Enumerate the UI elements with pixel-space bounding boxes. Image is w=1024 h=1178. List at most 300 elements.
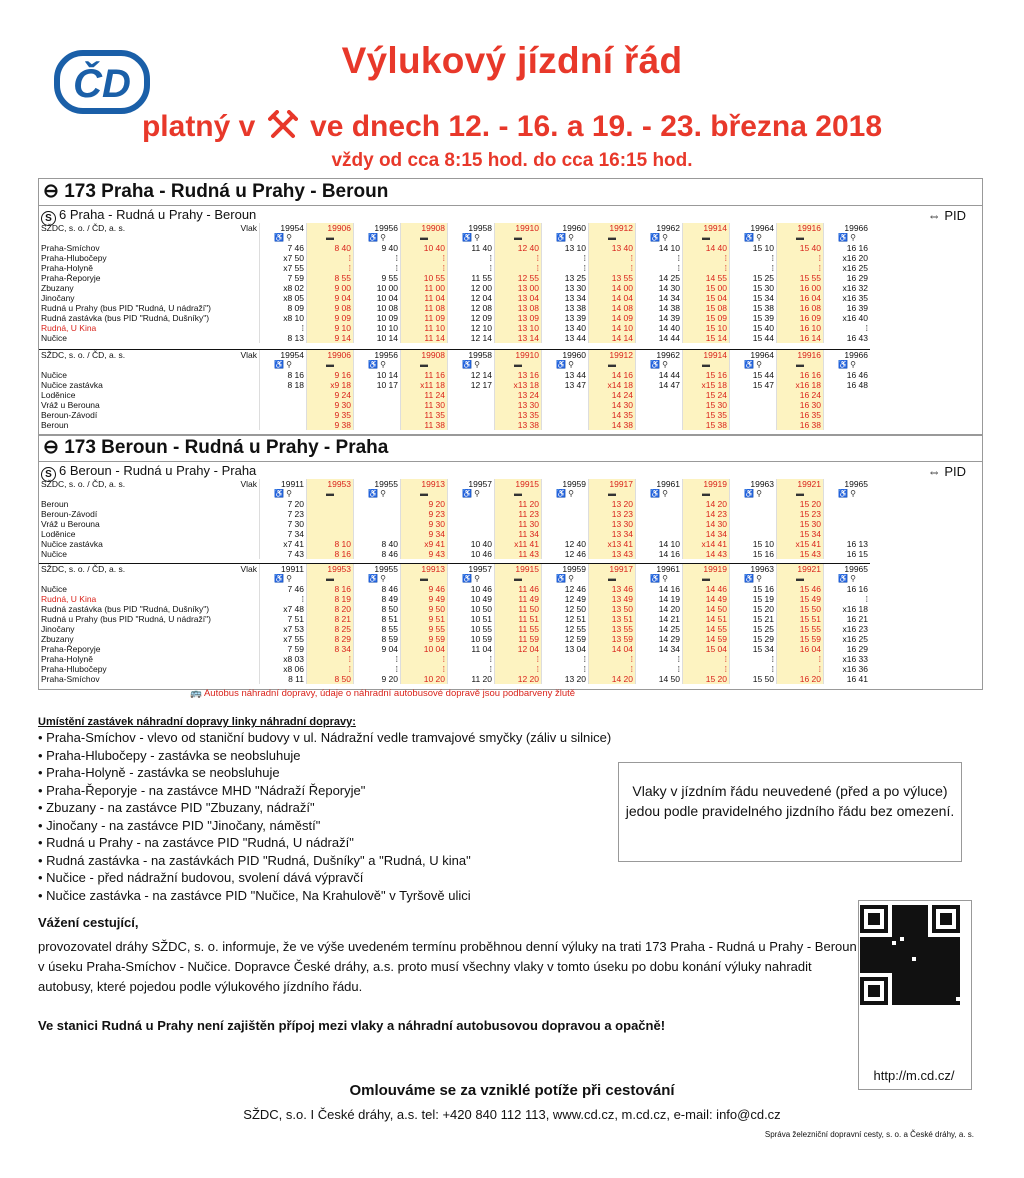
operator-label: SŽDC, s. o. / ČD, a. s.: [41, 223, 126, 233]
stop-item: • Praha-Řeporyje - na zastávce MHD "Nádraží Řeporyje": [38, 782, 611, 800]
time-cell: 13 46: [589, 584, 636, 594]
time-cell: [824, 420, 871, 430]
time-cell: 15 38: [683, 420, 730, 430]
time-cell: 16 15: [824, 549, 871, 559]
time-cell: x8 02: [260, 283, 307, 293]
bus-icon: ▬: [683, 489, 730, 499]
time-cell: 8 50: [307, 674, 354, 684]
time-cell: 14 04: [589, 293, 636, 303]
time-cell: 7 20: [260, 499, 307, 509]
time-cell: 13 00: [495, 283, 542, 293]
time-cell: 12 51: [542, 614, 589, 624]
time-cell: 13 10: [495, 323, 542, 333]
train-number: 19911: [260, 479, 307, 489]
time-cell: 13 39: [542, 313, 589, 323]
time-cell: [730, 529, 777, 539]
time-cell: 12 46: [542, 584, 589, 594]
time-cell: [636, 400, 683, 410]
time-cell: 10 40: [401, 243, 448, 253]
wheelchair-bike-icon: ♿ ⚲: [448, 489, 495, 499]
time-cell: 14 39: [636, 313, 683, 323]
time-cell: ⁞: [777, 253, 824, 263]
time-cell: [636, 499, 683, 509]
table-row: [39, 303, 870, 313]
time-cell: ⁞: [824, 594, 871, 604]
stop-item: • Nučice - před nádražní budovou, svolení dává výpravčí: [38, 869, 611, 887]
time-cell: [636, 420, 683, 430]
time-cell: 14 34: [683, 529, 730, 539]
time-cell: 15 30: [730, 283, 777, 293]
time-cell: 7 51: [260, 614, 307, 624]
time-cell: 13 55: [589, 273, 636, 283]
time-cell: 14 40: [636, 323, 683, 333]
sub-route: 6 Praha - Rudná u Prahy - Beroun: [59, 207, 257, 222]
time-cell: 14 49: [683, 594, 730, 604]
time-cell: x16 40: [824, 313, 871, 323]
time-cell: [448, 529, 495, 539]
time-cell: 11 49: [495, 594, 542, 604]
time-cell: 11 38: [401, 420, 448, 430]
time-cell: [542, 529, 589, 539]
time-cell: 12 04: [448, 293, 495, 303]
time-cell: 11 08: [401, 303, 448, 313]
time-cell: 15 10: [683, 323, 730, 333]
time-cell: 11 59: [495, 634, 542, 644]
table-row: [39, 584, 870, 594]
bus-icon: ▬: [589, 574, 636, 584]
time-cell: x8 05: [260, 293, 307, 303]
time-cell: 15 44: [730, 333, 777, 343]
time-cell: x13 41: [589, 539, 636, 549]
time-cell: 11 00: [401, 283, 448, 293]
time-cell: [824, 410, 871, 420]
bus-icon: ▬: [307, 233, 354, 243]
time-cell: 11 24: [401, 390, 448, 400]
time-cell: 16 29: [824, 644, 871, 654]
time-cell: 15 47: [730, 380, 777, 390]
time-cell: 12 49: [542, 594, 589, 604]
time-cell: 11 30: [495, 519, 542, 529]
time-cell: 15 59: [777, 634, 824, 644]
hours-line: vždy od cca 8:15 hod. do cca 16:15 hod.: [331, 150, 693, 171]
page-title: Výlukový jízdní řád: [341, 40, 683, 81]
time-cell: 11 43: [495, 549, 542, 559]
time-cell: 14 47: [636, 380, 683, 390]
time-cell: 11 20: [448, 674, 495, 684]
bus-icon: ▬: [495, 574, 542, 584]
time-cell: ⁞: [401, 253, 448, 263]
table-row: [39, 410, 870, 420]
time-cell: [448, 499, 495, 509]
time-cell: ⁞: [730, 253, 777, 263]
table-row: [39, 549, 870, 559]
time-cell: 10 17: [354, 380, 401, 390]
station-name: Beroun: [41, 499, 69, 509]
table-row: [39, 313, 870, 323]
time-cell: 12 14: [448, 333, 495, 343]
time-cell: 14 21: [636, 614, 683, 624]
time-cell: ⁞: [683, 654, 730, 664]
time-cell: 13 50: [589, 604, 636, 614]
time-cell: 8 18: [260, 380, 307, 390]
time-cell: ⁞: [495, 253, 542, 263]
time-cell: ⁞: [589, 664, 636, 674]
wheelchair-bike-icon: ♿ ⚲: [730, 574, 777, 584]
info-paragraph: provozovatel dráhy SŽDC, s. o. informuje, že ve výše uvedeném termínu proběhnou denní výluky na trati 173 Praha - Rudná u Prahy - Beroun v úseku Praha-Smíchov - Nučice. Dopravce České dráhy, a.s. proto musí všechny vlaky v tomto úseku po dobu konání výluky nahradit autobusy, které pojedou podle výlukového jízdního řádu.: [38, 939, 857, 994]
train-number: 19954: [260, 223, 307, 233]
time-cell: 15 30: [683, 400, 730, 410]
time-cell: 15 50: [730, 674, 777, 684]
time-cell: 13 08: [495, 303, 542, 313]
table-row: [39, 243, 870, 253]
time-cell: 15 55: [777, 273, 824, 283]
time-cell: 15 29: [730, 634, 777, 644]
time-cell: 14 46: [683, 584, 730, 594]
bus-icon: ▬: [401, 360, 448, 370]
vlak-label: Vlak: [240, 479, 257, 489]
station-name: Vráž u Berouna: [41, 519, 100, 529]
wheelchair-bike-icon: ♿ ⚲: [354, 574, 401, 584]
time-cell: 14 44: [636, 370, 683, 380]
time-cell: 13 49: [589, 594, 636, 604]
time-cell: 16 46: [824, 370, 871, 380]
table-row: [39, 420, 870, 430]
station-name: Beroun-Závodí: [41, 509, 98, 519]
time-cell: [636, 410, 683, 420]
train-number: 19960: [542, 223, 589, 233]
time-cell: 8 40: [307, 243, 354, 253]
time-cell: 11 14: [401, 333, 448, 343]
time-cell: 15 09: [683, 313, 730, 323]
train-number: 19963: [730, 564, 777, 575]
bus-icon: ▬: [401, 233, 448, 243]
time-cell: 11 34: [495, 529, 542, 539]
time-cell: x16 35: [824, 293, 871, 303]
time-cell: 8 51: [354, 614, 401, 624]
bus-icon: ▬: [777, 360, 824, 370]
time-cell: 10 04: [354, 293, 401, 303]
train-number: 19962: [636, 223, 683, 233]
time-cell: x14 18: [589, 380, 636, 390]
time-cell: 9 23: [401, 509, 448, 519]
time-cell: 12 40: [542, 539, 589, 549]
time-cell: 11 30: [401, 400, 448, 410]
time-cell: 16 35: [777, 410, 824, 420]
train-number: 19921: [777, 564, 824, 575]
time-cell: 13 51: [589, 614, 636, 624]
time-cell: 15 25: [730, 624, 777, 634]
train-number: 19906: [307, 350, 354, 361]
vlak-label: Vlak: [240, 223, 257, 233]
bus-icon: ▬: [401, 574, 448, 584]
time-cell: ⁞: [589, 654, 636, 664]
time-cell: ⁞: [542, 664, 589, 674]
hammer-pick-icon: [268, 110, 298, 148]
time-cell: 10 40: [448, 539, 495, 549]
time-cell: 10 50: [448, 604, 495, 614]
time-cell: 14 08: [589, 303, 636, 313]
time-cell: 15 55: [777, 624, 824, 634]
table-row: [39, 370, 870, 380]
time-cell: 8 55: [307, 273, 354, 283]
bus-icon: ▬: [495, 360, 542, 370]
time-cell: [730, 509, 777, 519]
time-cell: ⁞: [824, 323, 871, 333]
time-cell: 13 47: [542, 380, 589, 390]
time-cell: 9 50: [401, 604, 448, 614]
stop-item: • Praha-Smíchov - vlevo od staniční budovy v ul. Nádražní vedle tramvajové smyčky (záliv u silnice): [38, 729, 611, 747]
time-cell: 8 49: [354, 594, 401, 604]
station-name: Praha-Hlubočepy: [41, 664, 107, 674]
time-cell: 13 35: [495, 410, 542, 420]
time-cell: ⁞: [307, 664, 354, 674]
time-cell: [354, 499, 401, 509]
table-row: [39, 253, 870, 263]
table-row: [39, 654, 870, 664]
time-cell: [354, 529, 401, 539]
bus-icon: ▬: [589, 233, 636, 243]
time-cell: [354, 400, 401, 410]
wheelchair-bike-icon: ♿ ⚲: [260, 574, 307, 584]
time-cell: 13 09: [495, 313, 542, 323]
station-name: Praha-Smíchov: [41, 243, 100, 253]
qr-url[interactable]: http://m.cd.cz/: [873, 1068, 955, 1083]
vlak-label: Vlak: [233, 350, 260, 361]
table-row: [39, 529, 870, 539]
sub-header: [39, 206, 982, 224]
time-cell: 12 46: [542, 549, 589, 559]
train-number: 19961: [636, 564, 683, 575]
wheelchair-bike-icon: ♿ ⚲: [824, 360, 871, 370]
time-cell: ⁞: [683, 263, 730, 273]
station-name: Beroun-Závodí: [41, 410, 98, 420]
wheelchair-bike-icon: ♿ ⚲: [448, 574, 495, 584]
route-title: 173 Praha - Rudná u Prahy - Beroun: [64, 181, 389, 202]
bus-icon: 🚌: [190, 688, 204, 699]
time-cell: 7 30: [260, 519, 307, 529]
train-number: 19953: [307, 564, 354, 575]
bus-icon: ▬: [589, 360, 636, 370]
time-cell: x7 48: [260, 604, 307, 614]
time-cell: 14 16: [636, 584, 683, 594]
time-cell: x7 55: [260, 263, 307, 273]
time-cell: [260, 420, 307, 430]
time-cell: 9 38: [307, 420, 354, 430]
time-cell: 10 00: [354, 283, 401, 293]
time-cell: 8 09: [260, 303, 307, 313]
time-cell: [636, 519, 683, 529]
time-cell: [824, 390, 871, 400]
time-cell: 7 59: [260, 273, 307, 283]
time-cell: [354, 390, 401, 400]
train-number: 19958: [448, 350, 495, 361]
timetable-1b: [39, 349, 870, 430]
time-cell: x16 25: [824, 634, 871, 644]
time-cell: ⁞: [636, 253, 683, 263]
train-number: 19921: [777, 479, 824, 489]
station-name: Loděnice: [41, 390, 76, 400]
section-header: [39, 435, 982, 462]
time-cell: 8 11: [260, 674, 307, 684]
stop-item: • Rudná u Prahy - na zastávce PID "Rudná, U nádraží": [38, 834, 611, 852]
time-cell: 15 04: [683, 644, 730, 654]
time-cell: ⁞: [401, 263, 448, 273]
time-cell: 13 30: [495, 400, 542, 410]
station-name: Rudná, U Kina: [41, 323, 97, 333]
time-cell: 11 46: [495, 584, 542, 594]
time-cell: [448, 509, 495, 519]
time-cell: ⁞: [448, 664, 495, 674]
time-cell: 16 16: [824, 243, 871, 253]
time-cell: 13 04: [542, 644, 589, 654]
bus-legend: 🚌 Autobus náhradní dopravy, údaje o náhradní autobusové dopravě jsou podbarveny žlutě: [190, 688, 576, 699]
time-cell: 13 44: [542, 370, 589, 380]
time-cell: [824, 509, 871, 519]
time-cell: 12 50: [542, 604, 589, 614]
time-cell: ⁞: [354, 654, 401, 664]
time-cell: [730, 499, 777, 509]
time-cell: [542, 400, 589, 410]
time-cell: [307, 499, 354, 509]
time-cell: [824, 499, 871, 509]
time-cell: 13 30: [542, 283, 589, 293]
bus-icon: ▬: [307, 489, 354, 499]
time-cell: 8 34: [307, 644, 354, 654]
time-cell: ⁞: [448, 654, 495, 664]
time-cell: ⁞: [495, 654, 542, 664]
time-cell: x16 23: [824, 624, 871, 634]
time-cell: 14 25: [636, 624, 683, 634]
time-cell: 16 48: [824, 380, 871, 390]
time-cell: 11 10: [401, 323, 448, 333]
time-cell: 15 34: [730, 293, 777, 303]
table-row: [39, 509, 870, 519]
time-cell: 14 30: [589, 400, 636, 410]
time-cell: 9 55: [401, 624, 448, 634]
time-cell: 14 40: [683, 243, 730, 253]
time-cell: ⁞: [448, 253, 495, 263]
stops-list: [38, 729, 611, 904]
time-cell: 9 59: [401, 634, 448, 644]
time-cell: [307, 519, 354, 529]
time-cell: 15 20: [730, 604, 777, 614]
time-cell: 10 46: [448, 549, 495, 559]
time-cell: 12 17: [448, 380, 495, 390]
time-cell: [448, 519, 495, 529]
time-cell: 9 09: [307, 313, 354, 323]
time-cell: 15 49: [777, 594, 824, 604]
wheelchair-bike-icon: ♿ ⚲: [448, 233, 495, 243]
valid-prefix: platný v: [141, 110, 256, 143]
time-cell: 14 34: [636, 293, 683, 303]
time-cell: 12 10: [448, 323, 495, 333]
train-number: 19965: [824, 479, 871, 489]
time-cell: 15 38: [730, 303, 777, 313]
train-number: 19917: [589, 564, 636, 575]
bus-icon: ▬: [307, 574, 354, 584]
time-cell: 14 38: [636, 303, 683, 313]
time-cell: 15 51: [777, 614, 824, 624]
train-number: 19956: [354, 350, 401, 361]
time-cell: 8 46: [354, 549, 401, 559]
station-name: Nučice: [41, 370, 67, 380]
time-cell: 16 09: [777, 313, 824, 323]
wheelchair-bike-icon: ♿ ⚲: [260, 233, 307, 243]
time-cell: 15 16: [730, 549, 777, 559]
time-cell: 14 10: [636, 243, 683, 253]
time-cell: 16 38: [777, 420, 824, 430]
time-cell: x8 03: [260, 654, 307, 664]
station-name: Praha-Řeporyje: [41, 644, 101, 654]
time-cell: 15 50: [777, 604, 824, 614]
time-cell: 13 20: [542, 674, 589, 684]
time-cell: 12 14: [448, 370, 495, 380]
bus-icon: ▬: [589, 489, 636, 499]
time-cell: x11 41: [495, 539, 542, 549]
time-cell: 12 59: [542, 634, 589, 644]
note-box: Vlaky v jízdním řádu neuvedené (před a po výluce) jedou podle pravidelného jizdního řádu bez omezení.: [618, 762, 962, 862]
time-cell: 14 20: [589, 674, 636, 684]
wheelchair-bike-icon: ♿ ⚲: [542, 574, 589, 584]
time-cell: 10 14: [354, 370, 401, 380]
train-number: 19916: [777, 350, 824, 361]
wheelchair-bike-icon: ♿ ⚲: [730, 233, 777, 243]
train-number: 19963: [730, 479, 777, 489]
wheelchair-bike-icon: ♿ ⚲: [824, 233, 871, 243]
warning: Ve stanici Rudná u Prahy není zajištěn přípoj mezi vlaky a náhradní autobusovou dopravou a opačně!: [38, 1018, 666, 1033]
time-cell: ⁞: [636, 263, 683, 273]
time-cell: 12 55: [542, 624, 589, 634]
time-cell: 13 40: [542, 323, 589, 333]
time-cell: 16 04: [777, 293, 824, 303]
time-cell: x9 18: [307, 380, 354, 390]
station-name: Beroun: [41, 420, 69, 430]
bus-icon: ▬: [683, 360, 730, 370]
time-cell: 9 10: [307, 323, 354, 333]
time-cell: [542, 499, 589, 509]
time-cell: 15 39: [730, 313, 777, 323]
time-cell: 14 14: [589, 333, 636, 343]
train-number: 19919: [683, 479, 730, 489]
train-number: 19915: [495, 564, 542, 575]
time-cell: [354, 509, 401, 519]
time-cell: ⁞: [448, 263, 495, 273]
time-cell: 9 35: [307, 410, 354, 420]
time-cell: ⁞: [307, 253, 354, 263]
time-cell: 14 50: [636, 674, 683, 684]
train-number: 19914: [683, 223, 730, 233]
time-cell: 7 23: [260, 509, 307, 519]
time-cell: 13 24: [495, 390, 542, 400]
footer-note: Správa železniční dopravní cesty, s. o. a České dráhy, a. s.: [764, 1130, 974, 1139]
time-cell: 15 10: [730, 539, 777, 549]
time-cell: 15 34: [730, 644, 777, 654]
qr-code[interactable]: [860, 905, 960, 1005]
station-name: Loděnice: [41, 529, 76, 539]
station-name: Praha-Smíchov: [41, 674, 100, 684]
time-cell: 10 09: [354, 313, 401, 323]
time-cell: 8 25: [307, 624, 354, 634]
time-cell: 13 30: [589, 519, 636, 529]
time-cell: 9 49: [401, 594, 448, 604]
time-cell: 9 40: [354, 243, 401, 253]
time-cell: 12 20: [495, 674, 542, 684]
table-row: [39, 499, 870, 509]
time-cell: 16 39: [824, 303, 871, 313]
time-cell: 8 50: [354, 604, 401, 614]
time-cell: 9 00: [307, 283, 354, 293]
train-number: 19906: [307, 223, 354, 233]
